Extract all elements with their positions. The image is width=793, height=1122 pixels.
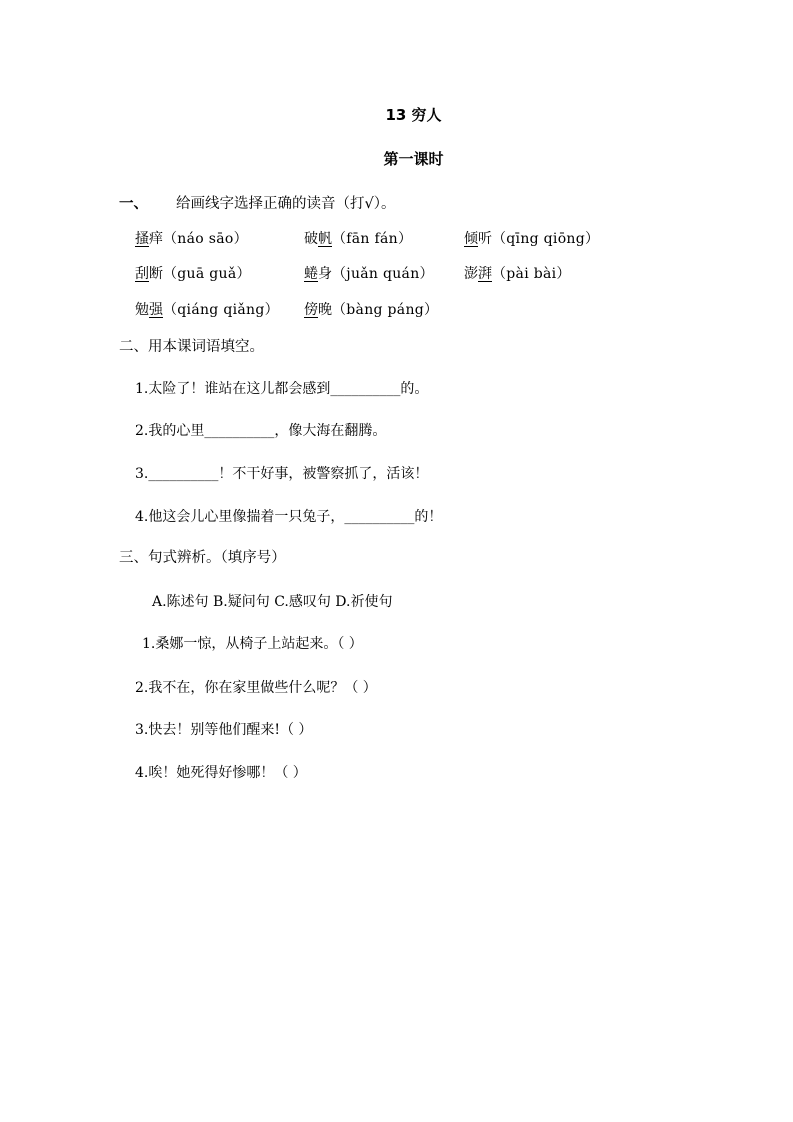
item-char: 痒 [149,231,163,247]
page-subtitle: 第一课时 [383,150,444,168]
underlined-char: 傍 [304,302,318,318]
underlined-char: 搔 [135,231,149,247]
fill-line-1: 1.太险了！谁站在这儿都会感到__________的。 [135,381,429,397]
sentence-line-2: 2.我不在，你在家里做些什么呢？（ ） [135,680,377,696]
pinyin-item-8 [304,299,438,319]
fill-line-4: 4.他这会儿心里像揣着一只兔子，__________的！ [135,509,443,525]
item-char: 断 [149,266,163,282]
underlined-char: 倾 [464,231,478,247]
item-char: 勉 [135,302,149,318]
pinyin-item-2 [304,228,412,248]
pinyin-item-3 [464,228,599,248]
section1-number: 一、 [119,196,148,212]
pinyin-options: （náo sāo） [163,231,248,247]
sentence-line-3: 3.快去！别等他们醒来!（ ） [135,722,313,738]
pinyin-options: （qiáng qiǎng） [163,302,279,318]
section1-instruction: 给画线字选择正确的读音（打√）。 [176,196,396,212]
section3-heading: 三、句式辨析。（填序号） [119,550,286,566]
item-char: 晚 [318,302,332,318]
pinyin-options: （bàng páng） [332,302,439,318]
fill-line-2: 2.我的心里__________，像大海在翻腾。 [135,423,387,439]
pinyin-item-4 [135,263,251,283]
fill-line-3: 3.__________！不干好事，被警察抓了，活该！ [135,466,429,482]
pinyin-item-7 [135,299,279,319]
underlined-char: 蜷 [304,266,318,282]
sentence-line-4: 4.唉！她死得好惨哪！（ ） [135,765,307,781]
pinyin-options: （guā guǎ） [163,266,251,282]
underlined-char: 刮 [135,266,149,282]
item-char: 身 [318,266,332,282]
pinyin-options: （pài bài） [492,266,571,282]
item-char: 破 [304,231,318,247]
page-title: 13 穷人 [385,106,442,124]
sentence-type-options: A.陈述句 B.疑问句 C.感叹句 D.祈使句 [152,594,393,610]
underlined-char: 湃 [478,266,492,282]
underlined-char: 帆 [318,231,332,247]
item-char: 听 [478,231,492,247]
item-char: 澎 [464,266,478,282]
pinyin-options: （fān fán） [332,231,413,247]
section2-heading: 二、用本课词语填空。 [119,339,264,355]
pinyin-item-1 [135,228,248,248]
underlined-char: 强 [149,302,163,318]
pinyin-item-5 [304,263,434,283]
sentence-line-1: 1.桑娜一惊，从椅子上站起来。（ ） [142,636,363,652]
pinyin-options: （qīng qiōng） [492,231,600,247]
pinyin-options: （juǎn quán） [332,266,434,282]
pinyin-item-6 [464,263,571,283]
